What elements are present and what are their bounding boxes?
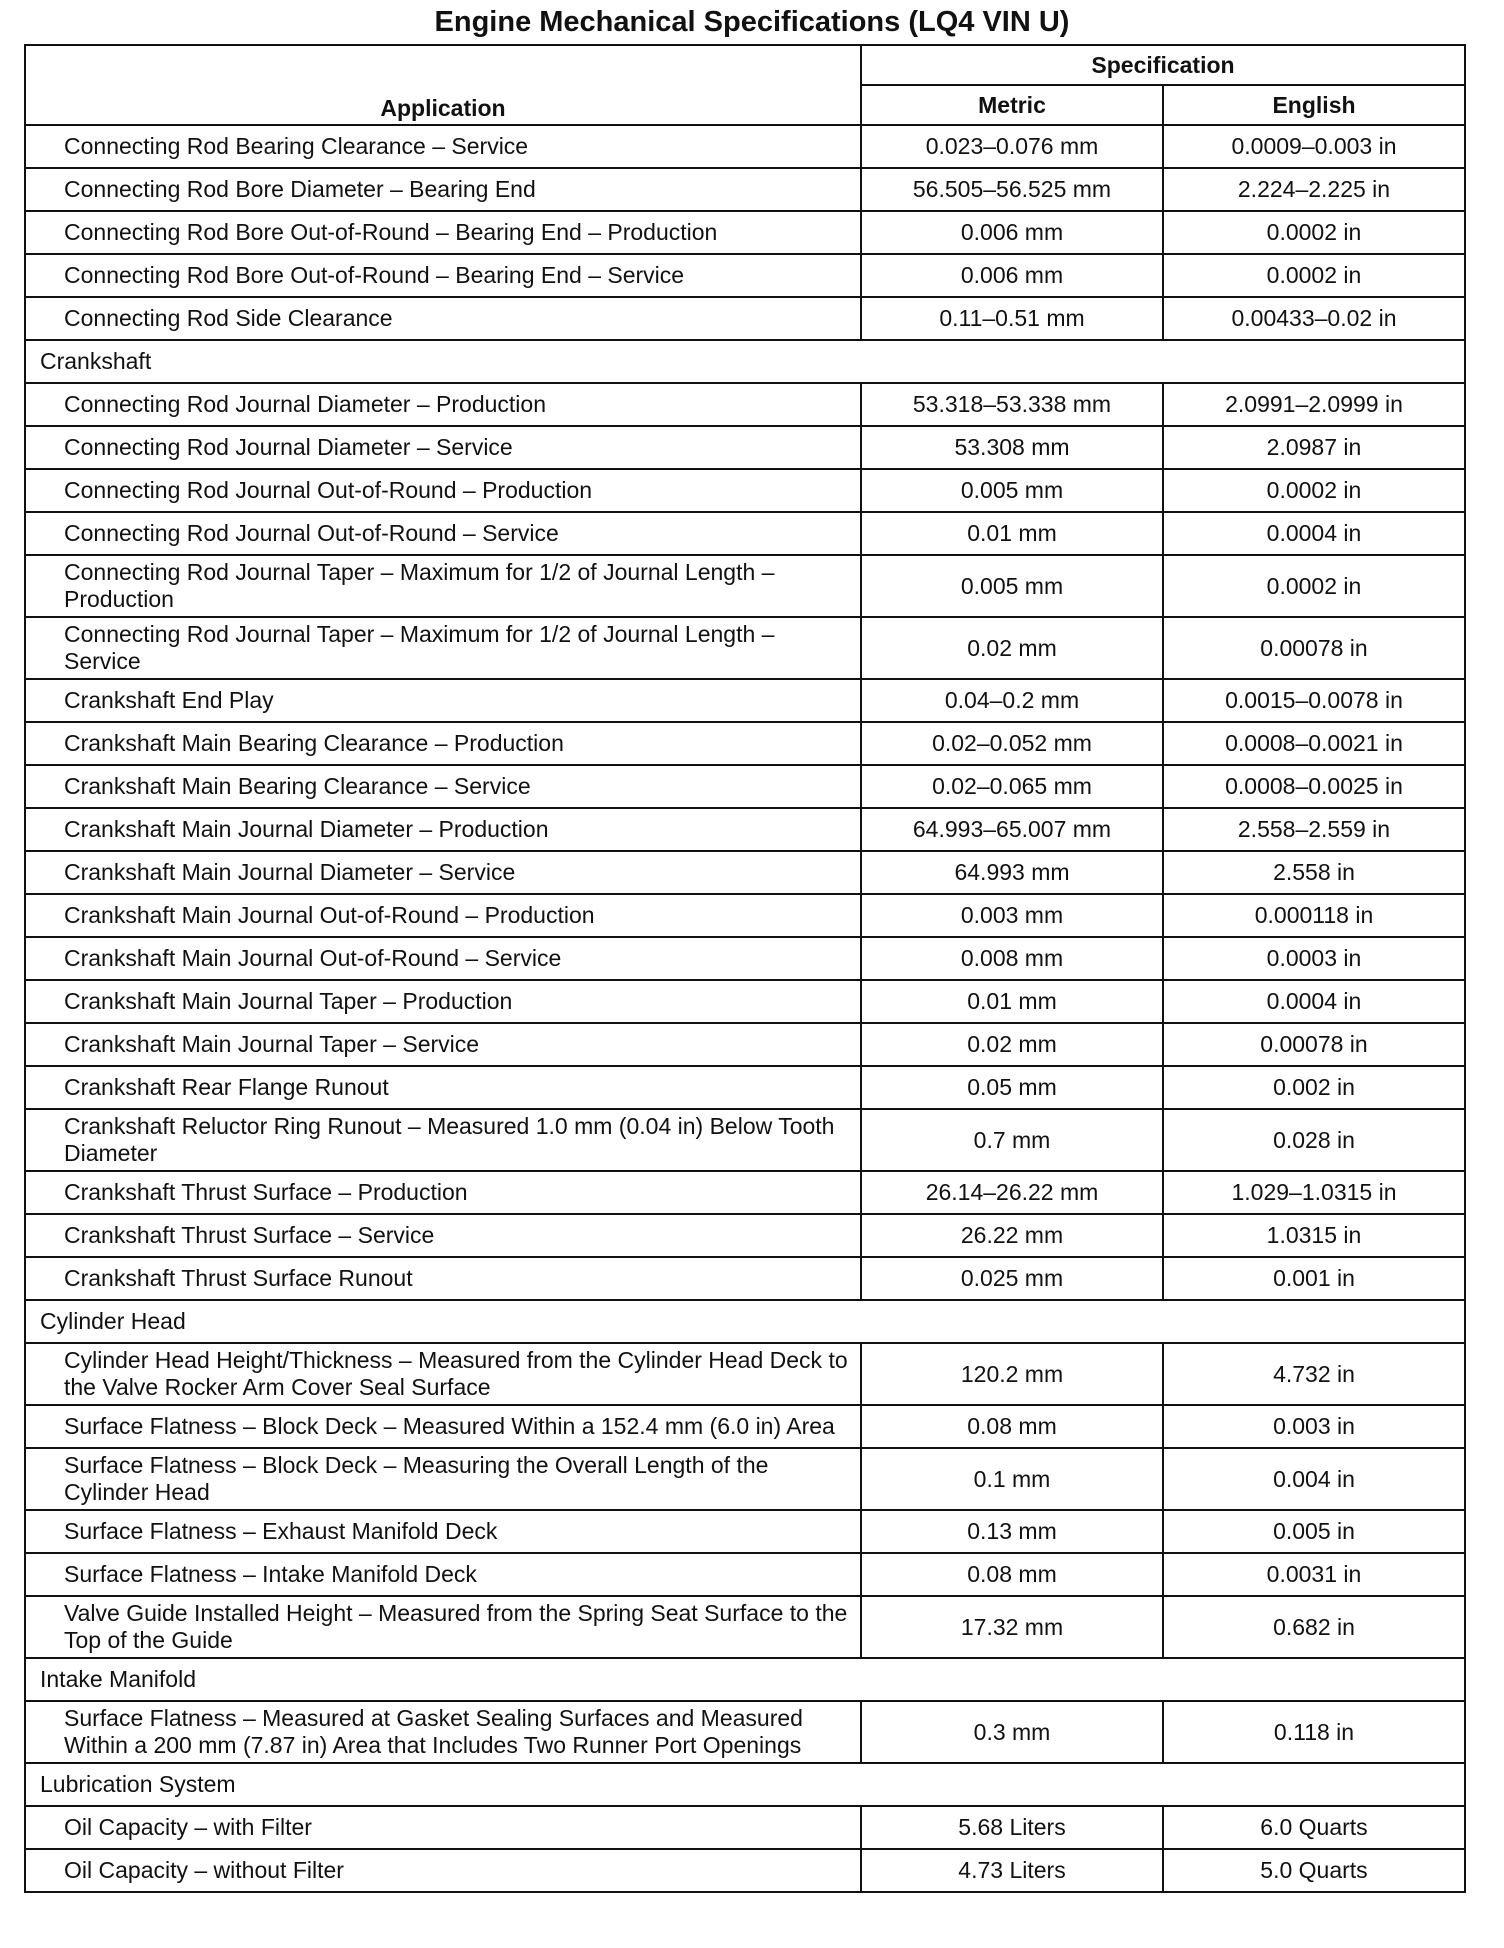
application-cell: Surface Flatness – Intake Manifold Deck: [25, 1553, 861, 1596]
table-row: [25, 980, 1465, 1023]
metric-cell: 0.005 mm: [861, 555, 1163, 617]
english-cell: 2.558 in: [1163, 851, 1465, 894]
english-cell: 2.0987 in: [1163, 426, 1465, 469]
metric-cell: 0.006 mm: [861, 211, 1163, 254]
table-row: [25, 1510, 1465, 1553]
application-cell: Crankshaft Thrust Surface – Service: [25, 1214, 861, 1257]
page-title: Engine Mechanical Specifications (LQ4 VIN U): [434, 6, 1070, 38]
metric-cell: 0.13 mm: [861, 1510, 1163, 1553]
table-row: [25, 808, 1465, 851]
table-header: [25, 45, 1465, 125]
section-heading: Intake Manifold: [25, 1658, 1465, 1701]
application-cell: Crankshaft Main Bearing Clearance – Production: [25, 722, 861, 765]
header-specification: Specification: [861, 45, 1465, 85]
table-body: [25, 125, 1465, 1892]
english-cell: 2.0991–2.0999 in: [1163, 383, 1465, 426]
application-cell: Crankshaft Main Journal Diameter – Service: [25, 851, 861, 894]
metric-cell: 0.01 mm: [861, 980, 1163, 1023]
table-row: [25, 469, 1465, 512]
table-row: [25, 1701, 1465, 1763]
metric-cell: 0.7 mm: [861, 1109, 1163, 1171]
section-heading: Cylinder Head: [25, 1300, 1465, 1343]
english-cell: 0.682 in: [1163, 1596, 1465, 1658]
english-cell: 0.004 in: [1163, 1448, 1465, 1510]
english-cell: 1.029–1.0315 in: [1163, 1171, 1465, 1214]
metric-cell: 0.04–0.2 mm: [861, 679, 1163, 722]
metric-cell: 0.3 mm: [861, 1701, 1163, 1763]
metric-cell: 4.73 Liters: [861, 1849, 1163, 1892]
metric-cell: 0.003 mm: [861, 894, 1163, 937]
metric-cell: 17.32 mm: [861, 1596, 1163, 1658]
table-row: [25, 254, 1465, 297]
english-cell: 1.0315 in: [1163, 1214, 1465, 1257]
section-row: [25, 1763, 1465, 1806]
metric-cell: 0.01 mm: [861, 512, 1163, 555]
english-cell: 0.003 in: [1163, 1405, 1465, 1448]
section-heading: Lubrication System: [25, 1763, 1465, 1806]
table-row: [25, 1066, 1465, 1109]
english-cell: 0.001 in: [1163, 1257, 1465, 1300]
english-cell: 0.005 in: [1163, 1510, 1465, 1553]
metric-cell: 26.22 mm: [861, 1214, 1163, 1257]
table-row: [25, 383, 1465, 426]
table-row: [25, 1343, 1465, 1405]
english-cell: 0.0009–0.003 in: [1163, 125, 1465, 168]
application-cell: Connecting Rod Journal Diameter – Service: [25, 426, 861, 469]
english-cell: 4.732 in: [1163, 1343, 1465, 1405]
table-row: [25, 1849, 1465, 1892]
metric-cell: 0.005 mm: [861, 469, 1163, 512]
table-row: [25, 765, 1465, 808]
application-cell: Valve Guide Installed Height – Measured from the Spring Seat Surface to the Top of the Guide: [25, 1596, 861, 1658]
table-row: [25, 1171, 1465, 1214]
metric-cell: 64.993–65.007 mm: [861, 808, 1163, 851]
metric-cell: 0.023–0.076 mm: [861, 125, 1163, 168]
metric-cell: 0.02–0.065 mm: [861, 765, 1163, 808]
application-cell: Crankshaft Main Journal Diameter – Production: [25, 808, 861, 851]
english-cell: 0.00078 in: [1163, 617, 1465, 679]
specifications-table: [24, 44, 1466, 1893]
english-cell: 2.558–2.559 in: [1163, 808, 1465, 851]
application-cell: Crankshaft Thrust Surface – Production: [25, 1171, 861, 1214]
table-row: [25, 1214, 1465, 1257]
metric-cell: 0.08 mm: [861, 1405, 1163, 1448]
english-cell: 0.000118 in: [1163, 894, 1465, 937]
table-row: [25, 1109, 1465, 1171]
section-row: [25, 340, 1465, 383]
english-cell: 0.0015–0.0078 in: [1163, 679, 1465, 722]
english-cell: 2.224–2.225 in: [1163, 168, 1465, 211]
section-row: [25, 1658, 1465, 1701]
english-cell: 5.0 Quarts: [1163, 1849, 1465, 1892]
application-cell: Connecting Rod Journal Diameter – Production: [25, 383, 861, 426]
metric-cell: 120.2 mm: [861, 1343, 1163, 1405]
application-cell: Crankshaft Main Journal Out-of-Round – Service: [25, 937, 861, 980]
application-cell: Crankshaft End Play: [25, 679, 861, 722]
table-row: [25, 894, 1465, 937]
table-row: [25, 1596, 1465, 1658]
english-cell: 0.0031 in: [1163, 1553, 1465, 1596]
metric-cell: 0.11–0.51 mm: [861, 297, 1163, 340]
english-cell: 0.118 in: [1163, 1701, 1465, 1763]
english-cell: 0.00078 in: [1163, 1023, 1465, 1066]
application-cell: Crankshaft Thrust Surface Runout: [25, 1257, 861, 1300]
table-row: [25, 297, 1465, 340]
english-cell: 0.0008–0.0021 in: [1163, 722, 1465, 765]
application-cell: Connecting Rod Journal Out-of-Round – Service: [25, 512, 861, 555]
english-cell: 0.0003 in: [1163, 937, 1465, 980]
metric-cell: 0.02–0.052 mm: [861, 722, 1163, 765]
header-metric: Metric: [861, 85, 1163, 125]
application-cell: Connecting Rod Bore Out-of-Round – Bearing End – Service: [25, 254, 861, 297]
section-heading: Crankshaft: [25, 340, 1465, 383]
table-row: [25, 211, 1465, 254]
metric-cell: 0.08 mm: [861, 1553, 1163, 1596]
table-row: [25, 617, 1465, 679]
table-row: [25, 1553, 1465, 1596]
application-cell: Cylinder Head Height/Thickness – Measured from the Cylinder Head Deck to the Valve Rocker Arm Cover Seal Surface: [25, 1343, 861, 1405]
table-row: [25, 512, 1465, 555]
metric-cell: 0.008 mm: [861, 937, 1163, 980]
header-application: Application: [25, 45, 861, 125]
application-cell: Surface Flatness – Block Deck – Measuring the Overall Length of the Cylinder Head: [25, 1448, 861, 1510]
application-cell: Connecting Rod Bore Out-of-Round – Bearing End – Production: [25, 211, 861, 254]
application-cell: Crankshaft Main Journal Out-of-Round – Production: [25, 894, 861, 937]
metric-cell: 0.02 mm: [861, 1023, 1163, 1066]
table-row: [25, 937, 1465, 980]
application-cell: Oil Capacity – with Filter: [25, 1806, 861, 1849]
application-cell: Connecting Rod Side Clearance: [25, 297, 861, 340]
english-cell: 0.028 in: [1163, 1109, 1465, 1171]
table-row: [25, 1806, 1465, 1849]
english-cell: 0.0002 in: [1163, 211, 1465, 254]
table-row: [25, 1023, 1465, 1066]
english-cell: 0.0008–0.0025 in: [1163, 765, 1465, 808]
application-cell: Crankshaft Rear Flange Runout: [25, 1066, 861, 1109]
metric-cell: 5.68 Liters: [861, 1806, 1163, 1849]
english-cell: 0.0004 in: [1163, 980, 1465, 1023]
table-row: [25, 555, 1465, 617]
header-english: English: [1163, 85, 1465, 125]
english-cell: 6.0 Quarts: [1163, 1806, 1465, 1849]
table-row: [25, 125, 1465, 168]
table-row: [25, 1405, 1465, 1448]
table-row: [25, 168, 1465, 211]
metric-cell: 56.505–56.525 mm: [861, 168, 1163, 211]
section-row: [25, 1300, 1465, 1343]
application-cell: Crankshaft Main Journal Taper – Production: [25, 980, 861, 1023]
application-cell: Surface Flatness – Exhaust Manifold Deck: [25, 1510, 861, 1553]
metric-cell: 53.318–53.338 mm: [861, 383, 1163, 426]
table-row: [25, 851, 1465, 894]
metric-cell: 0.02 mm: [861, 617, 1163, 679]
application-cell: Connecting Rod Bore Diameter – Bearing End: [25, 168, 861, 211]
application-cell: Crankshaft Reluctor Ring Runout – Measured 1.0 mm (0.04 in) Below Tooth Diameter: [25, 1109, 861, 1171]
table-row: [25, 1448, 1465, 1510]
metric-cell: 0.05 mm: [861, 1066, 1163, 1109]
metric-cell: 64.993 mm: [861, 851, 1163, 894]
application-cell: Connecting Rod Journal Taper – Maximum for 1/2 of Journal Length – Production: [25, 555, 861, 617]
table-row: [25, 679, 1465, 722]
application-cell: Crankshaft Main Journal Taper – Service: [25, 1023, 861, 1066]
table-row: [25, 722, 1465, 765]
metric-cell: 0.1 mm: [861, 1448, 1163, 1510]
english-cell: 0.0002 in: [1163, 555, 1465, 617]
application-cell: Surface Flatness – Measured at Gasket Sealing Surfaces and Measured Within a 200 mm (7.87 in) Area that Includes Two Runner Port Openings: [25, 1701, 861, 1763]
metric-cell: 0.006 mm: [861, 254, 1163, 297]
table-row: [25, 426, 1465, 469]
application-cell: Crankshaft Main Bearing Clearance – Service: [25, 765, 861, 808]
application-cell: Connecting Rod Journal Taper – Maximum for 1/2 of Journal Length – Service: [25, 617, 861, 679]
english-cell: 0.0002 in: [1163, 254, 1465, 297]
application-cell: Connecting Rod Journal Out-of-Round – Production: [25, 469, 861, 512]
metric-cell: 26.14–26.22 mm: [861, 1171, 1163, 1214]
metric-cell: 53.308 mm: [861, 426, 1163, 469]
english-cell: 0.0002 in: [1163, 469, 1465, 512]
metric-cell: 0.025 mm: [861, 1257, 1163, 1300]
english-cell: 0.0004 in: [1163, 512, 1465, 555]
english-cell: 0.00433–0.02 in: [1163, 297, 1465, 340]
application-cell: Oil Capacity – without Filter: [25, 1849, 861, 1892]
english-cell: 0.002 in: [1163, 1066, 1465, 1109]
application-cell: Surface Flatness – Block Deck – Measured Within a 152.4 mm (6.0 in) Area: [25, 1405, 861, 1448]
table-row: [25, 1257, 1465, 1300]
application-cell: Connecting Rod Bearing Clearance – Service: [25, 125, 861, 168]
